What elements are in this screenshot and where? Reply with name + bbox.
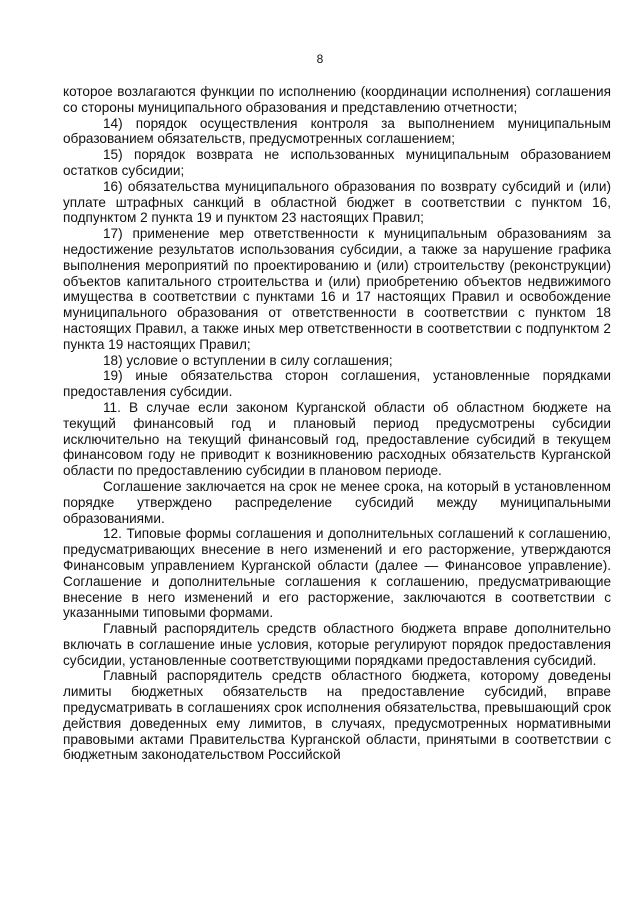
clause-12-additional-conditions: Главный распорядитель средств областного бюджета вправе дополнительно включать в соглашение иные условия, которые регулируют порядок предоставления субсидии, установленные соответствующими порядками предоставления субсидий. — [63, 621, 611, 668]
document-body — [63, 84, 611, 763]
clause-12: 12. Типовые формы соглашения и дополнительных соглашений к соглашению, предусматривающих внесение в него изменений и его расторжение, утверждаются Финансовым управлением Курганской области (далее — Финансовое управление). Соглашение и дополнительные соглашения к соглашению, предусматривающие внесение в него изменений и его расторжение, заключаются в соответствии с указанными типовыми формами. — [63, 526, 611, 621]
item-16: 16) обязательства муниципального образования по возврату субсидий и (или) уплате штрафных санкций в областной бюджет в соответствии с пунктом 16, подпунктом 2 пункта 19 и пунктом 23 настоящих Правил; — [63, 178, 611, 226]
item-18: 18) условие о вступлении в силу соглашения; — [103, 352, 393, 368]
clause-11-term: Соглашение заключается на срок не менее срока, на который в установленном порядке утверждено распределение субсидий между муниципальными образованиями. — [63, 478, 611, 526]
clause-12-obligation-term: Главный распорядитель средств областного бюджета, которому доведены лимиты бюджетных обязательств на предоставление субсидий, вправе предусматривать в соглашениях срок исполнения обязательства, превышающий срок действия доведенных ему лимитов, в случаях, предусмотренных нормативными правовыми актами Правительства Курганской области, принятыми в соответствии с бюджетным законодательством Российской — [63, 668, 611, 763]
item-17: 17) применение мер ответственности к муниципальным образованиям за недостижение результатов использования субсидии, а также за нарушение графика выполнения мероприятий по проектированию и (или) строительству (реконструкции) объектов капитального строительства и (или) приобретению объектов недвижимого имущества в соответствии с пунктами 16 и 17 настоящих Правил и освобождение муниципального образования от ответственности в соответствии с пунктом 18 настоящих Правил, а также иных мер ответственности в соответствии с подпунктом 2 пункта 19 настоящих Правил; — [63, 226, 611, 352]
item-14: 14) порядок осуществления контроля за выполнением муниципальным образованием обязательств, предусмотренных соглашением; — [63, 115, 611, 147]
page-number: 8 — [316, 52, 324, 66]
item-19: 19) иные обязательства сторон соглашения, установленные порядками предоставления субсидии. — [63, 368, 611, 400]
paragraph-continuation: которое возлагаются функции по исполнению (координации исполнения) соглашения со стороны муниципального образования и представлению отчетности; — [63, 84, 611, 115]
item-15: 15) порядок возврата не использованных муниципальным образованием остатков субсидии; — [63, 147, 611, 178]
clause-11: 11. В случае если законом Курганской области об областном бюджете на текущий финансовый год и плановый период предусмотрены субсидии исключительно на текущий финансовый год, предоставление субсидий в текущем финансовом году не приводит к возникновению расходных обязательств Курганской области по предоставлению субсидии в плановом периоде. — [63, 399, 611, 479]
